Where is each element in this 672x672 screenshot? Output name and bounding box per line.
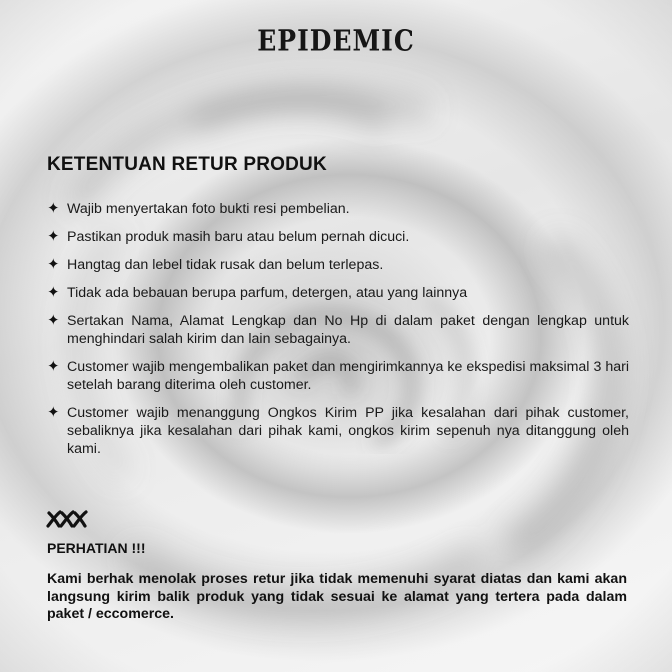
four-point-star-icon: ✦ (47, 404, 60, 421)
list-item (47, 256, 629, 274)
list-item (47, 358, 629, 394)
rule-text: Hangtag dan lebel tidak rusak dan belum terlepas. (67, 257, 384, 273)
page-title: KETENTUAN RETUR PRODUK (47, 154, 327, 175)
list-item (47, 228, 629, 246)
rule-text: Customer wajib menanggung Ongkos Kirim PP jika kesalahan dari pihak customer, sebaliknya jika kesalahan dari pihak kami, ongkos kirim sepenuh nya ditanggung oleh kami. (67, 405, 629, 457)
four-point-star-icon: ✦ (47, 200, 60, 217)
list-item (47, 312, 629, 348)
rule-text: Wajib menyertakan foto bukti resi pembelian. (67, 201, 350, 217)
brand-logo (0, 23, 672, 58)
four-point-star-icon: ✦ (47, 312, 60, 329)
brand-logo-text: EPIDEMIC (257, 23, 415, 58)
rule-text: Customer wajib mengembalikan paket dan mengirimkannya ke ekspedisi maksimal 3 hari setelah barang diterima oleh customer. (67, 359, 629, 393)
four-point-star-icon: ✦ (47, 284, 60, 301)
rules-list (47, 200, 629, 468)
four-point-star-icon: ✦ (47, 358, 60, 375)
triple-x-icon (46, 509, 90, 529)
list-item (47, 284, 629, 302)
four-point-star-icon: ✦ (47, 228, 60, 245)
list-item (47, 404, 629, 458)
rule-text: Sertakan Nama, Alamat Lengkap dan No Hp di dalam paket dengan lengkap untuk menghindari salah kirim dan lain sebagainya. (67, 313, 629, 347)
rule-text: Pastikan produk masih baru atau belum pernah dicuci. (67, 229, 410, 245)
list-item (47, 200, 629, 218)
attention-body: Kami berhak menolak proses retur jika tidak memenuhi syarat diatas dan kami akan langsung kirim balik produk yang tidak sesuai ke alamat yang tertera pada dalam paket / eccomerce. (47, 571, 627, 622)
four-point-star-icon: ✦ (47, 256, 60, 273)
attention-title: PERHATIAN !!! (47, 540, 146, 556)
rule-text: Tidak ada bebauan berupa parfum, detergen, atau yang lainnya (67, 285, 468, 301)
